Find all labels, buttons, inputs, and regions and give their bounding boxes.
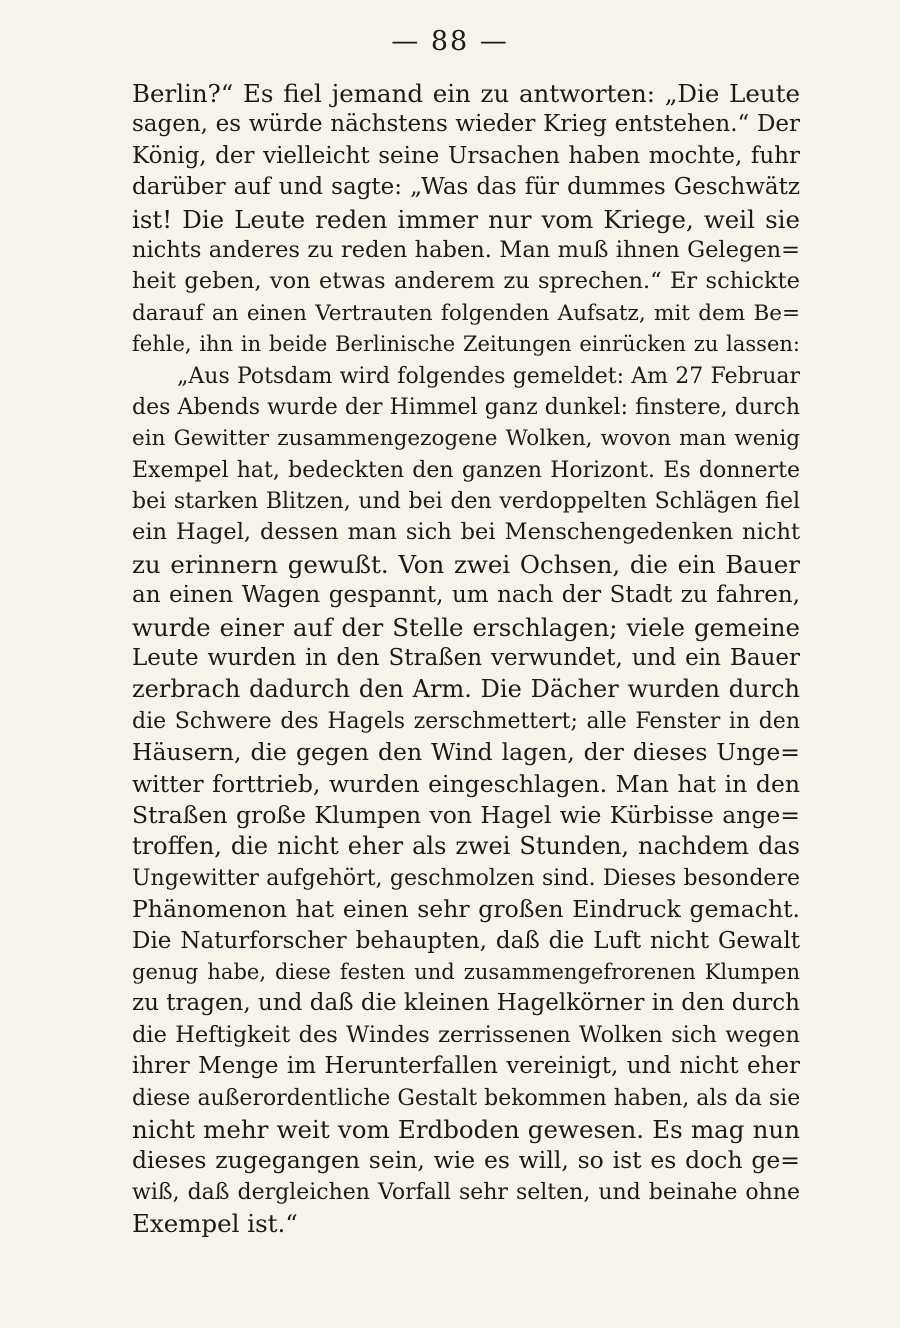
text-line: König, der vielleicht seine Ursachen haben mochte, fuhr [132, 142, 800, 169]
text-line: an einen Wagen gespannt, um nach der Stadt zu fahren, [132, 582, 800, 609]
text-line: dieses zugegangen sein, wie es will, so ist es doch ge= [132, 1146, 800, 1175]
text-line: Straßen große Klumpen von Hagel wie Kürbisse ange= [132, 800, 800, 829]
text-line: diese außerordentliche Gestalt bekommen haben, als da sie [132, 1085, 800, 1111]
body-text [132, 78, 800, 1239]
text-line: Häusern, die gegen den Wind lagen, der dieses Unge= [132, 738, 800, 767]
text-line: Leute wurden in den Straßen verwundet, und ein Bauer [132, 645, 800, 672]
page-number: — 88 — [391, 26, 509, 57]
text-line: sagen, es würde nächstens wieder Krieg entstehen.“ Der [132, 111, 800, 138]
text-line: wiß, daß dergleichen Vorfall sehr selten, und beinahe ohne [132, 1179, 800, 1205]
text-line: Exempel hat, bedeckten den ganzen Horizont. Es donnerte [132, 457, 800, 483]
text-line: troffen, die nicht eher als zwei Stunden, nachdem das [132, 832, 800, 861]
text-line: die Schwere des Hagels zerschmettert; alle Fenster in den [132, 708, 800, 734]
text-line: ihrer Menge im Herunterfallen vereinigt, und nicht eher [132, 1053, 800, 1080]
text-line: die Heftigkeit des Windes zerrissenen Wolken sich wegen [132, 1021, 800, 1048]
text-line: ist! Die Leute reden immer nur vom Kriege, weil sie [132, 204, 800, 234]
text-line: „Aus Potsdam wird folgendes gemeldet: Am 27 Februar [177, 363, 800, 389]
text-line: Exempel ist.“ [132, 1209, 298, 1239]
text-line: fehle, ihn in beide Berlinische Zeitungen einrücken zu lassen: [132, 332, 800, 357]
text-line: ein Hagel, dessen man sich bei Menschengedenken nicht [132, 519, 800, 546]
text-line: bei starken Blitzen, und bei den verdoppelten Schlägen fiel [132, 489, 800, 515]
text-line: darauf an einen Vertrauten folgenden Aufsatz, mit dem Be= [132, 300, 800, 326]
text-line: Die Naturforscher behaupten, daß die Luft nicht Gewalt [132, 927, 800, 954]
text-line: nichts anderes zu reden haben. Man muß ihnen Gelegen= [132, 236, 800, 263]
text-line: genug habe, diese festen und zusammengefrorenen Klumpen [132, 959, 800, 984]
text-line: des Abends wurde der Himmel ganz dunkel: finstere, durch [132, 394, 800, 420]
text-line: zerbrach dadurch den Arm. Die Dächer wurden durch [132, 675, 800, 704]
text-line: zu erinnern gewußt. Von zwei Ochsen, die ein Bauer [132, 549, 800, 579]
text-line: wurde einer auf der Stelle erschlagen; viele gemeine [132, 612, 800, 642]
text-line: ein Gewitter zusammengezogene Wolken, wovon man wenig [132, 426, 800, 452]
text-line: nicht mehr weit vom Erdboden gewesen. Es mag nun [132, 1114, 800, 1144]
text-line: Phänomenon hat einen sehr großen Eindruck gemacht. [132, 895, 800, 924]
text-line: heit geben, von etwas anderem zu sprechen.“ Er schickte [132, 268, 800, 295]
text-line: witter forttrieb, wurden eingeschlagen. Man hat in den [132, 769, 800, 798]
text-line: zu tragen, und daß die kleinen Hagelkörner in den durch [132, 990, 800, 1017]
text-line: Ungewitter aufgehört, geschmolzen sind. Dieses besondere [132, 865, 800, 891]
text-line: Berlin?“ Es fiel jemand ein zu antworten: „Die Leute [132, 79, 800, 108]
text-line: darüber auf und sagte: „Was das für dummes Geschwätz [132, 174, 800, 201]
